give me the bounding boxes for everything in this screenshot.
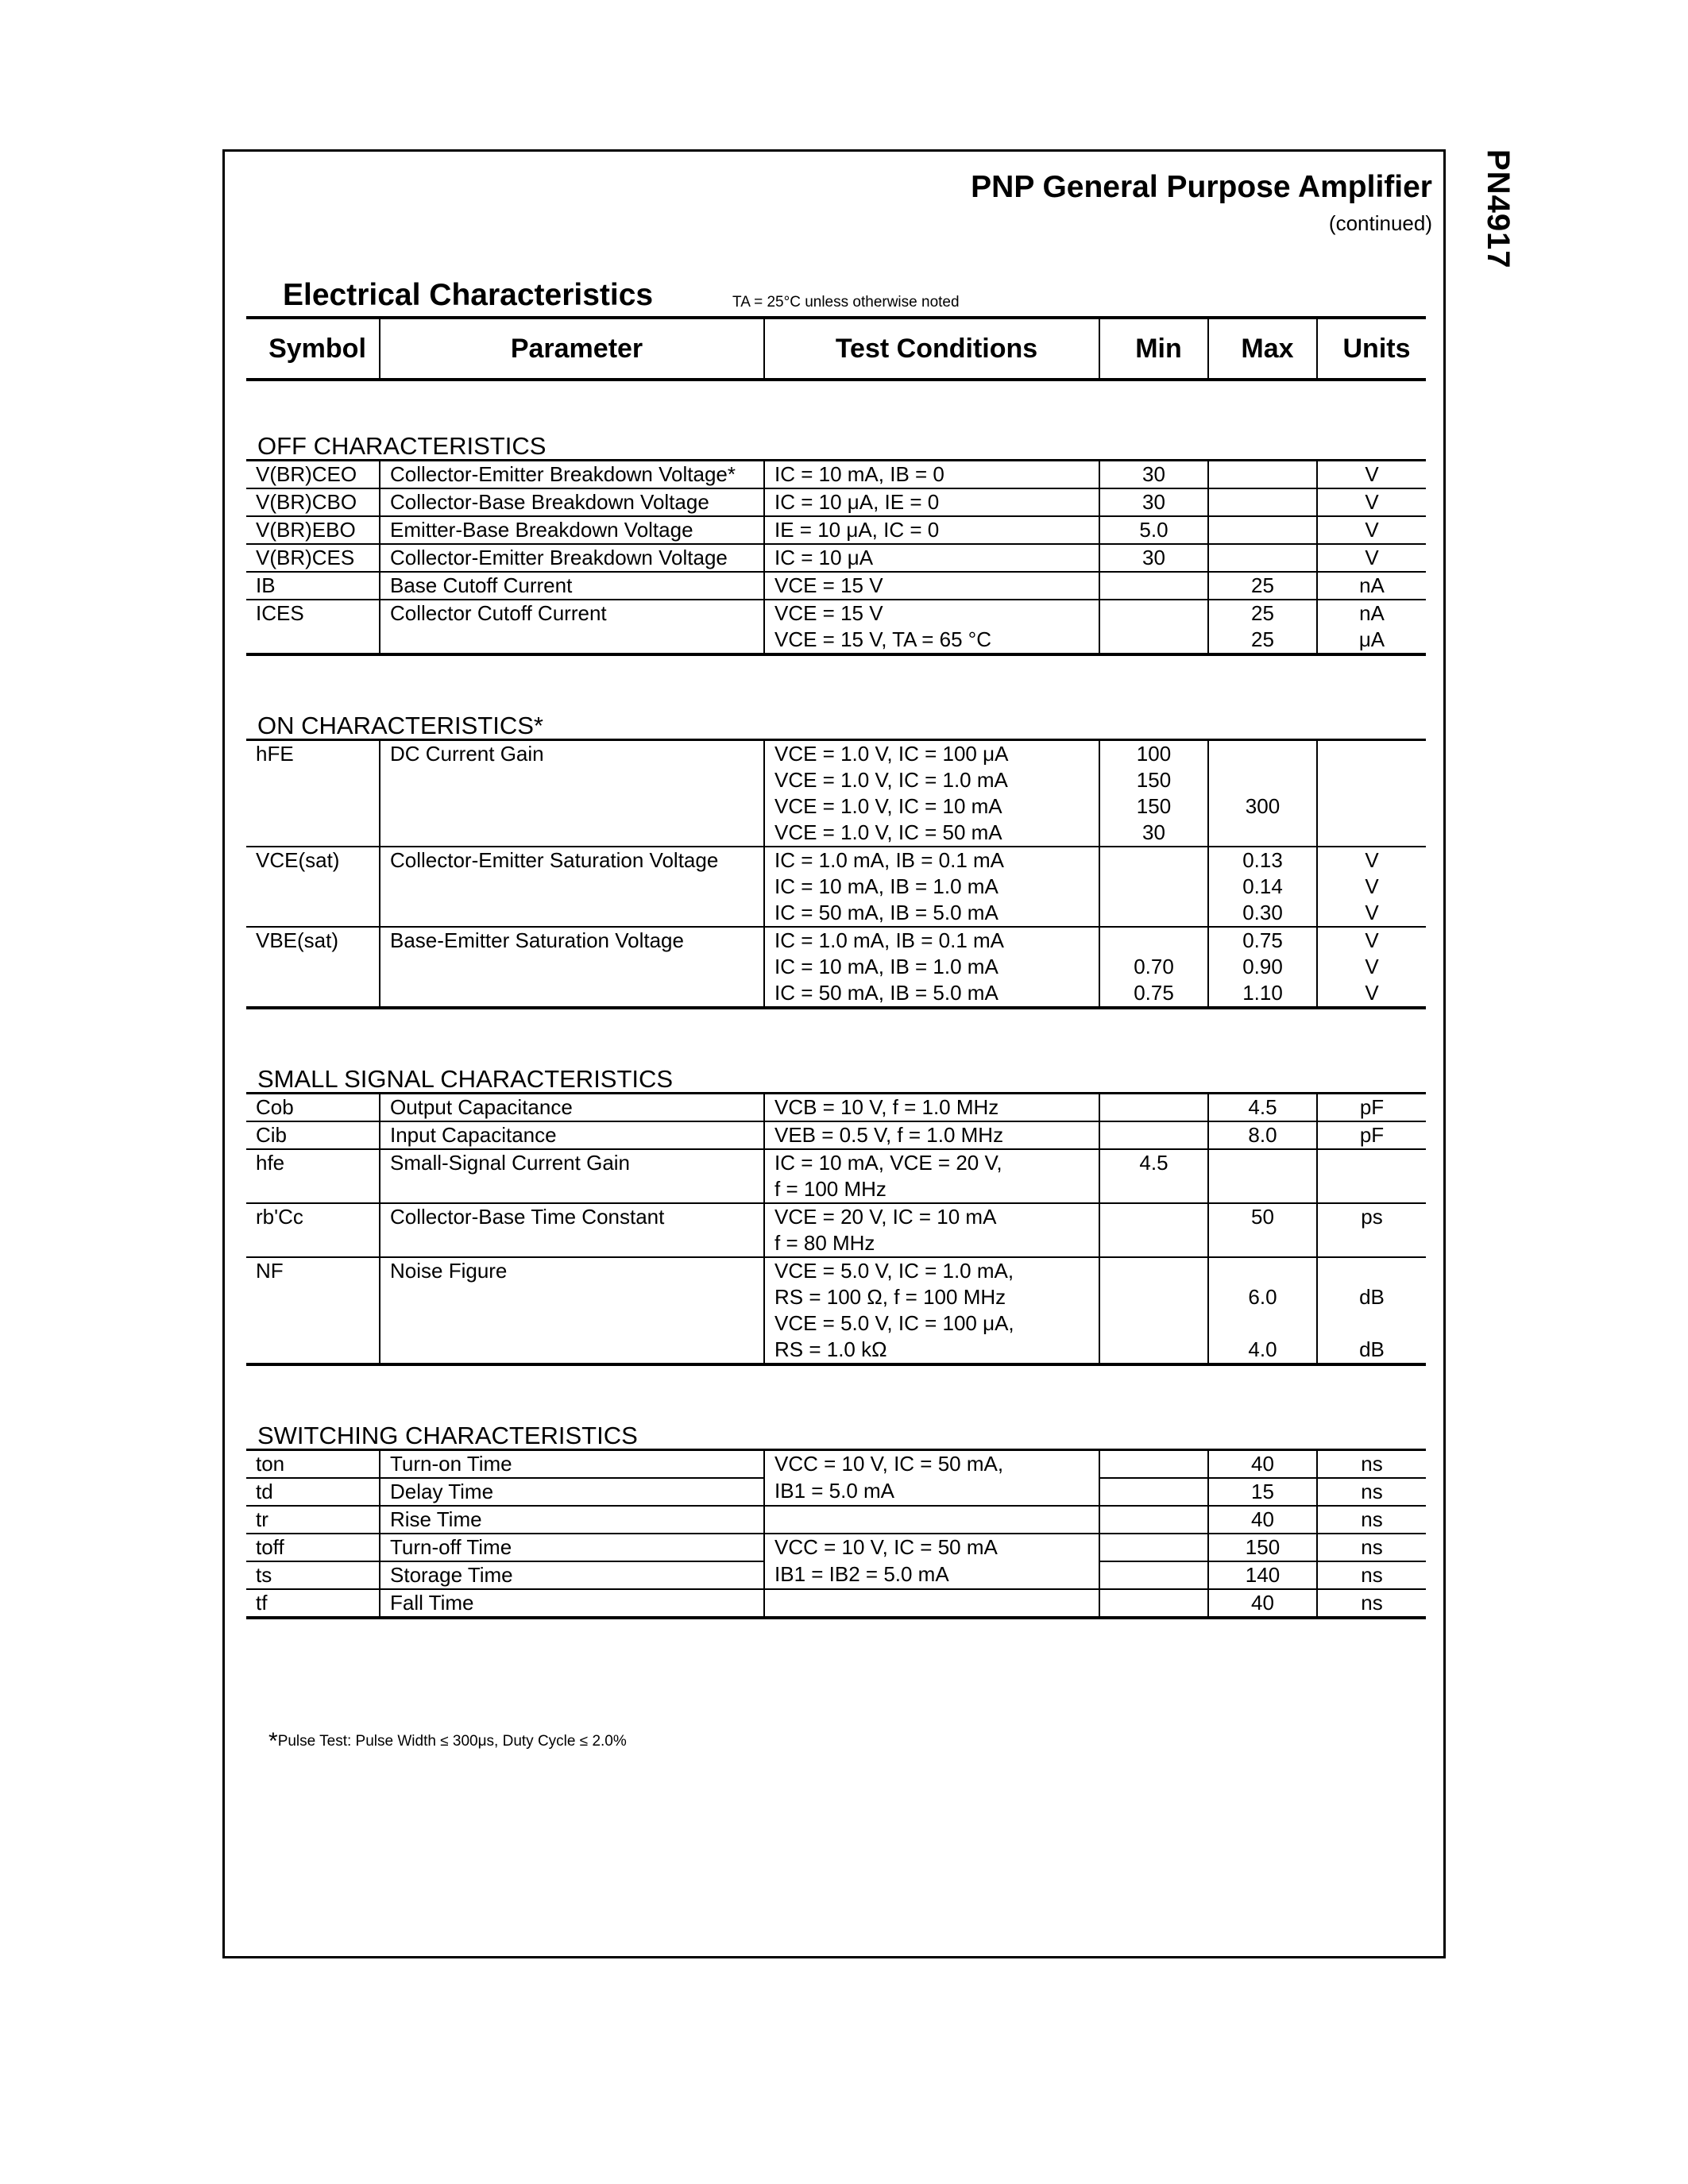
min-line: 30 — [1142, 462, 1165, 486]
units-line — [1318, 1230, 1426, 1256]
cell-min — [1099, 740, 1208, 847]
min-line — [1100, 1230, 1207, 1256]
cell-max — [1208, 740, 1317, 847]
column-header-min: Min — [1099, 318, 1208, 380]
cell-min — [1099, 1589, 1208, 1618]
max-line: 8.0 — [1248, 1123, 1277, 1147]
max-line: 25 — [1251, 627, 1274, 651]
conditions-line: IC = 10 mA, VCE = 20 V, — [774, 1151, 1002, 1175]
cell-conditions — [764, 461, 1099, 489]
table-row — [246, 516, 1426, 544]
cell-max — [1208, 1257, 1317, 1364]
cell-max — [1208, 1478, 1317, 1506]
min-line — [1100, 874, 1207, 900]
max-line — [1209, 1258, 1316, 1284]
table-row — [246, 1534, 1426, 1561]
min-line: 0.70 — [1134, 955, 1174, 978]
units-line — [1318, 1258, 1426, 1284]
conditions-line — [774, 1590, 1099, 1616]
section-row — [246, 1008, 1426, 1094]
cell-conditions — [764, 740, 1099, 847]
units-line: V — [1365, 546, 1379, 569]
max-line — [1209, 489, 1316, 515]
table-row — [246, 1589, 1426, 1618]
max-line: 0.75 — [1242, 928, 1283, 952]
units-line: μA — [1358, 627, 1385, 651]
max-line: 40 — [1251, 1507, 1274, 1531]
min-line: 150 — [1136, 768, 1172, 792]
max-line — [1209, 1230, 1316, 1256]
table-row — [246, 927, 1426, 1008]
max-line: 25 — [1251, 573, 1274, 597]
min-line — [1100, 1479, 1207, 1505]
units-line: V — [1365, 462, 1379, 486]
table-row — [246, 1203, 1426, 1257]
cell-max — [1208, 544, 1317, 572]
min-line — [1100, 1258, 1207, 1284]
cell-max — [1208, 927, 1317, 1008]
cell-units — [1317, 1149, 1426, 1203]
min-line — [1100, 1176, 1207, 1202]
conditions-line: VCE = 1.0 V, IC = 1.0 mA — [774, 768, 1008, 792]
cell-min — [1099, 1561, 1208, 1589]
table-row — [246, 1450, 1426, 1479]
cell-min — [1099, 1534, 1208, 1561]
max-line: 0.90 — [1242, 955, 1283, 978]
table-row — [246, 847, 1426, 927]
units-line — [1318, 1310, 1426, 1337]
min-line — [1100, 900, 1207, 926]
min-line — [1100, 1337, 1207, 1363]
conditions-line: VCE = 15 V — [774, 601, 883, 625]
units-line: V — [1365, 490, 1379, 514]
cell-units — [1317, 572, 1426, 600]
cell-conditions — [764, 1506, 1099, 1534]
units-line: V — [1365, 928, 1379, 952]
min-line: 30 — [1142, 546, 1165, 569]
cell-parameter: Base-Emitter Saturation Voltage — [380, 927, 764, 1008]
conditions-line: IC = 10 mA, IB = 0 — [774, 462, 944, 486]
cell-parameter: Input Capacitance — [380, 1121, 764, 1149]
table-row — [246, 600, 1426, 654]
max-line: 1.10 — [1242, 981, 1283, 1005]
max-line: 0.13 — [1242, 848, 1283, 872]
cell-units — [1317, 516, 1426, 544]
characteristics-table — [246, 316, 1426, 1619]
units-line: dB — [1359, 1285, 1385, 1309]
table-row — [246, 544, 1426, 572]
section-title: Electrical Characteristics — [283, 278, 654, 312]
cell-units — [1317, 1589, 1426, 1618]
cell-parameter: Delay Time — [380, 1478, 764, 1506]
cell-symbol: VBE(sat) — [246, 927, 380, 1008]
min-line — [1100, 1590, 1207, 1616]
cell-max — [1208, 1203, 1317, 1257]
cell-min — [1099, 1149, 1208, 1203]
max-line: 0.14 — [1242, 874, 1283, 898]
min-line — [1100, 1094, 1207, 1121]
cell-min — [1099, 1094, 1208, 1122]
units-line — [1318, 741, 1426, 767]
conditions-line: f = 100 MHz — [774, 1177, 886, 1201]
cell-parameter: Collector-Emitter Breakdown Voltage* — [380, 461, 764, 489]
max-line: 40 — [1251, 1452, 1274, 1476]
conditions-line: IC = 10 mA, IB = 1.0 mA — [774, 874, 999, 898]
min-line — [1100, 928, 1207, 954]
conditions-line: VCC = 10 V, IC = 50 mA, — [774, 1452, 1004, 1476]
column-header-parameter: Parameter — [380, 318, 764, 380]
conditions-line: VCE = 15 V, TA = 65 °C — [774, 627, 991, 651]
min-line — [1100, 1507, 1207, 1533]
cell-parameter: Output Capacitance — [380, 1094, 764, 1122]
conditions-line: IC = 10 μA, IE = 0 — [774, 490, 940, 514]
min-line: 5.0 — [1139, 518, 1168, 542]
min-line — [1100, 1122, 1207, 1148]
max-line — [1209, 461, 1316, 488]
units-line: V — [1365, 874, 1379, 898]
min-line — [1100, 600, 1207, 627]
cell-min — [1099, 1506, 1208, 1534]
cell-min — [1099, 572, 1208, 600]
units-line: ns — [1361, 1535, 1383, 1559]
cell-symbol: ton — [246, 1450, 380, 1479]
cell-symbol: Cib — [246, 1121, 380, 1149]
cell-conditions — [764, 1094, 1099, 1122]
cell-min — [1099, 1121, 1208, 1149]
cell-conditions — [764, 488, 1099, 516]
conditions-line: IC = 50 mA, IB = 5.0 mA — [774, 981, 999, 1005]
cell-parameter: Collector-Base Time Constant — [380, 1203, 764, 1257]
table-row — [246, 1478, 1426, 1506]
min-line — [1100, 1284, 1207, 1310]
min-line: 100 — [1136, 742, 1172, 766]
cell-max — [1208, 461, 1317, 489]
cell-conditions — [764, 1589, 1099, 1618]
cell-symbol: V(BR)CEO — [246, 461, 380, 489]
cell-min — [1099, 1203, 1208, 1257]
cell-conditions — [764, 927, 1099, 1008]
cell-units — [1317, 927, 1426, 1008]
max-line: 140 — [1245, 1563, 1280, 1587]
conditions-line: RS = 100 Ω, f = 100 MHz — [774, 1285, 1006, 1309]
table-row — [246, 488, 1426, 516]
max-line: 4.0 — [1248, 1337, 1277, 1361]
min-line — [1100, 1562, 1207, 1588]
cell-symbol: toff — [246, 1534, 380, 1561]
cell-symbol: hfe — [246, 1149, 380, 1203]
min-line — [1100, 1451, 1207, 1477]
conditions-line: VCE = 20 V, IC = 10 mA — [774, 1205, 997, 1229]
conditions-line: VCE = 1.0 V, IC = 100 μA — [774, 742, 1009, 766]
column-header-test-conditions: Test Conditions — [764, 318, 1099, 380]
cell-symbol: V(BR)CES — [246, 544, 380, 572]
conditions-line: RS = 1.0 kΩ — [774, 1337, 887, 1361]
section-heading: SWITCHING CHARACTERISTICS — [246, 1364, 1426, 1450]
cell-units — [1317, 1121, 1426, 1149]
min-line — [1100, 847, 1207, 874]
conditions-line: VCE = 15 V — [774, 573, 883, 597]
cell-symbol: V(BR)CBO — [246, 488, 380, 516]
units-line: nA — [1359, 573, 1385, 597]
section-row — [246, 380, 1426, 461]
section-heading: ON CHARACTERISTICS* — [246, 654, 1426, 740]
max-line — [1209, 1150, 1316, 1176]
cell-parameter: DC Current Gain — [380, 740, 764, 847]
cell-max — [1208, 1589, 1317, 1618]
units-line: V — [1365, 901, 1379, 924]
conditions-line: IC = 50 mA, IB = 5.0 mA — [774, 901, 999, 924]
cell-max — [1208, 1534, 1317, 1561]
conditions-line: VCE = 5.0 V, IC = 1.0 mA, — [774, 1259, 1014, 1283]
conditions-line: VCE = 1.0 V, IC = 10 mA — [774, 794, 1002, 818]
cell-parameter: Collector-Emitter Breakdown Voltage — [380, 544, 764, 572]
conditions-line: IC = 1.0 mA, IB = 0.1 mA — [774, 848, 1005, 872]
table-row — [246, 1506, 1426, 1534]
max-line — [1209, 767, 1316, 793]
footnote-text: Pulse Test: Pulse Width ≤ 300μs, Duty Cycle ≤ 2.0% — [277, 1733, 627, 1750]
cell-units — [1317, 600, 1426, 654]
units-line — [1318, 793, 1426, 820]
units-line: pF — [1359, 1123, 1385, 1147]
units-line: pF — [1359, 1095, 1385, 1119]
max-line — [1209, 820, 1316, 846]
column-header-units: Units — [1317, 318, 1426, 380]
table-row — [246, 1094, 1426, 1122]
cell-parameter: Rise Time — [380, 1506, 764, 1534]
cell-symbol: hFE — [246, 740, 380, 847]
cell-min — [1099, 600, 1208, 654]
table-row — [246, 1257, 1426, 1364]
cell-parameter: Emitter-Base Breakdown Voltage — [380, 516, 764, 544]
max-line: 25 — [1251, 601, 1274, 625]
cell-min — [1099, 488, 1208, 516]
footnote — [268, 1728, 627, 1755]
cell-symbol: IB — [246, 572, 380, 600]
cell-max — [1208, 1450, 1317, 1479]
cell-conditions — [764, 1534, 1099, 1561]
cell-parameter: Collector Cutoff Current — [380, 600, 764, 654]
conditions-line: VCE = 1.0 V, IC = 50 mA — [774, 820, 1002, 844]
min-line: 30 — [1142, 820, 1165, 844]
cell-units — [1317, 461, 1426, 489]
part-number: PN4917 — [1481, 149, 1516, 269]
cell-min — [1099, 1257, 1208, 1364]
conditions-line: IB1 = IB2 = 5.0 mA — [774, 1562, 949, 1586]
cell-conditions — [764, 1561, 1099, 1589]
footnote-star: * — [268, 1728, 278, 1754]
max-line: 300 — [1245, 794, 1280, 818]
table-row — [246, 740, 1426, 847]
cell-conditions — [764, 600, 1099, 654]
cell-max — [1208, 1506, 1317, 1534]
min-line — [1100, 627, 1207, 653]
units-line: dB — [1359, 1337, 1385, 1361]
cell-min — [1099, 847, 1208, 927]
cell-conditions — [764, 1203, 1099, 1257]
table-row — [246, 572, 1426, 600]
min-line: 4.5 — [1139, 1151, 1168, 1175]
max-line: 4.5 — [1248, 1095, 1277, 1119]
units-line — [1318, 820, 1426, 846]
cell-max — [1208, 516, 1317, 544]
min-line — [1100, 1310, 1207, 1337]
max-line: 150 — [1245, 1535, 1280, 1559]
cell-parameter: Fall Time — [380, 1589, 764, 1618]
cell-max — [1208, 572, 1317, 600]
cell-conditions — [764, 1450, 1099, 1479]
cell-parameter: Collector-Emitter Saturation Voltage — [380, 847, 764, 927]
cell-units — [1317, 1561, 1426, 1589]
min-line: 150 — [1136, 794, 1172, 818]
cell-conditions — [764, 847, 1099, 927]
conditions-line: VEB = 0.5 V, f = 1.0 MHz — [774, 1123, 1004, 1147]
max-line — [1209, 1176, 1316, 1202]
cell-parameter: Collector-Base Breakdown Voltage — [380, 488, 764, 516]
cell-conditions — [764, 1257, 1099, 1364]
cell-units — [1317, 544, 1426, 572]
cell-max — [1208, 488, 1317, 516]
cell-parameter: Base Cutoff Current — [380, 572, 764, 600]
units-line: ns — [1361, 1480, 1383, 1503]
units-line — [1318, 1150, 1426, 1176]
units-line: V — [1365, 955, 1379, 978]
conditions-line: IE = 10 μA, IC = 0 — [774, 518, 940, 542]
table-row — [246, 1149, 1426, 1203]
table-body — [246, 380, 1426, 1618]
conditions-line: IC = 10 μA — [774, 546, 874, 569]
cell-conditions — [764, 544, 1099, 572]
units-line — [1318, 1176, 1426, 1202]
cell-conditions — [764, 1149, 1099, 1203]
cell-units — [1317, 1094, 1426, 1122]
units-line: ns — [1361, 1452, 1383, 1476]
min-line: 0.75 — [1134, 981, 1174, 1005]
cell-min — [1099, 1450, 1208, 1479]
cell-conditions — [764, 516, 1099, 544]
cell-symbol: V(BR)EBO — [246, 516, 380, 544]
max-line: 50 — [1251, 1205, 1274, 1229]
cell-parameter: Storage Time — [380, 1561, 764, 1589]
units-line: ns — [1361, 1591, 1383, 1615]
cell-units — [1317, 1506, 1426, 1534]
document-title: PNP General Purpose Amplifier — [971, 170, 1432, 204]
section-heading: SMALL SIGNAL CHARACTERISTICS — [246, 1008, 1426, 1094]
min-line — [1100, 1534, 1207, 1561]
cell-min — [1099, 927, 1208, 1008]
cell-max — [1208, 847, 1317, 927]
max-line: 15 — [1251, 1480, 1274, 1503]
cell-max — [1208, 1149, 1317, 1203]
units-line: ns — [1361, 1563, 1383, 1587]
units-line: nA — [1359, 601, 1385, 625]
cell-units — [1317, 1478, 1426, 1506]
cell-max — [1208, 1094, 1317, 1122]
table-row — [246, 1561, 1426, 1589]
cell-symbol: Cob — [246, 1094, 380, 1122]
cell-units — [1317, 1257, 1426, 1364]
table-row — [246, 1121, 1426, 1149]
conditions-line: IC = 1.0 mA, IB = 0.1 mA — [774, 928, 1005, 952]
cell-min — [1099, 516, 1208, 544]
cell-units — [1317, 1203, 1426, 1257]
units-line: ps — [1361, 1205, 1383, 1229]
units-line: V — [1365, 518, 1379, 542]
cell-symbol: VCE(sat) — [246, 847, 380, 927]
max-line — [1209, 517, 1316, 543]
section-note: TA = 25°C unless otherwise noted — [732, 294, 960, 311]
max-line: 40 — [1251, 1591, 1274, 1615]
cell-parameter: Small-Signal Current Gain — [380, 1149, 764, 1203]
max-line — [1209, 1310, 1316, 1337]
cell-conditions — [764, 572, 1099, 600]
units-line: V — [1365, 848, 1379, 872]
cell-symbol: rb'Cc — [246, 1203, 380, 1257]
cell-symbol: tf — [246, 1589, 380, 1618]
cell-max — [1208, 1561, 1317, 1589]
conditions-line — [774, 1507, 1099, 1533]
column-header-symbol: Symbol — [246, 318, 380, 380]
cell-conditions — [764, 1478, 1099, 1506]
units-line: ns — [1361, 1507, 1383, 1531]
cell-units — [1317, 488, 1426, 516]
section-heading: OFF CHARACTERISTICS — [246, 380, 1426, 461]
section-row — [246, 654, 1426, 740]
conditions-line: VCC = 10 V, IC = 50 mA — [774, 1535, 998, 1559]
conditions-line: IC = 10 mA, IB = 1.0 mA — [774, 955, 999, 978]
conditions-line: f = 80 MHz — [774, 1231, 875, 1255]
characteristics-table-wrapper — [246, 316, 1426, 1619]
cell-units — [1317, 1450, 1426, 1479]
units-line — [1318, 767, 1426, 793]
conditions-line: VCE = 5.0 V, IC = 100 μA, — [774, 1311, 1014, 1335]
cell-conditions — [764, 1121, 1099, 1149]
min-line — [1100, 573, 1207, 599]
max-line: 0.30 — [1242, 901, 1283, 924]
cell-units — [1317, 740, 1426, 847]
cell-min — [1099, 461, 1208, 489]
conditions-line: VCB = 10 V, f = 1.0 MHz — [774, 1095, 999, 1119]
units-line: V — [1365, 981, 1379, 1005]
cell-max — [1208, 600, 1317, 654]
cell-parameter: Noise Figure — [380, 1257, 764, 1364]
conditions-line: IB1 = 5.0 mA — [774, 1479, 895, 1503]
cell-min — [1099, 1478, 1208, 1506]
cell-parameter: Turn-off Time — [380, 1534, 764, 1561]
table-row — [246, 461, 1426, 489]
cell-symbol: tr — [246, 1506, 380, 1534]
max-line: 6.0 — [1248, 1285, 1277, 1309]
max-line — [1209, 741, 1316, 767]
cell-units — [1317, 1534, 1426, 1561]
section-row — [246, 1364, 1426, 1450]
cell-max — [1208, 1121, 1317, 1149]
cell-symbol: ts — [246, 1561, 380, 1589]
cell-symbol: NF — [246, 1257, 380, 1364]
cell-symbol: td — [246, 1478, 380, 1506]
table-header-row — [246, 318, 1426, 380]
column-header-max: Max — [1208, 318, 1317, 380]
max-line — [1209, 545, 1316, 571]
cell-min — [1099, 544, 1208, 572]
cell-units — [1317, 847, 1426, 927]
cell-parameter: Turn-on Time — [380, 1450, 764, 1479]
document-subtitle: (continued) — [1328, 211, 1432, 235]
min-line: 30 — [1142, 490, 1165, 514]
cell-symbol: ICES — [246, 600, 380, 654]
min-line — [1100, 1204, 1207, 1230]
